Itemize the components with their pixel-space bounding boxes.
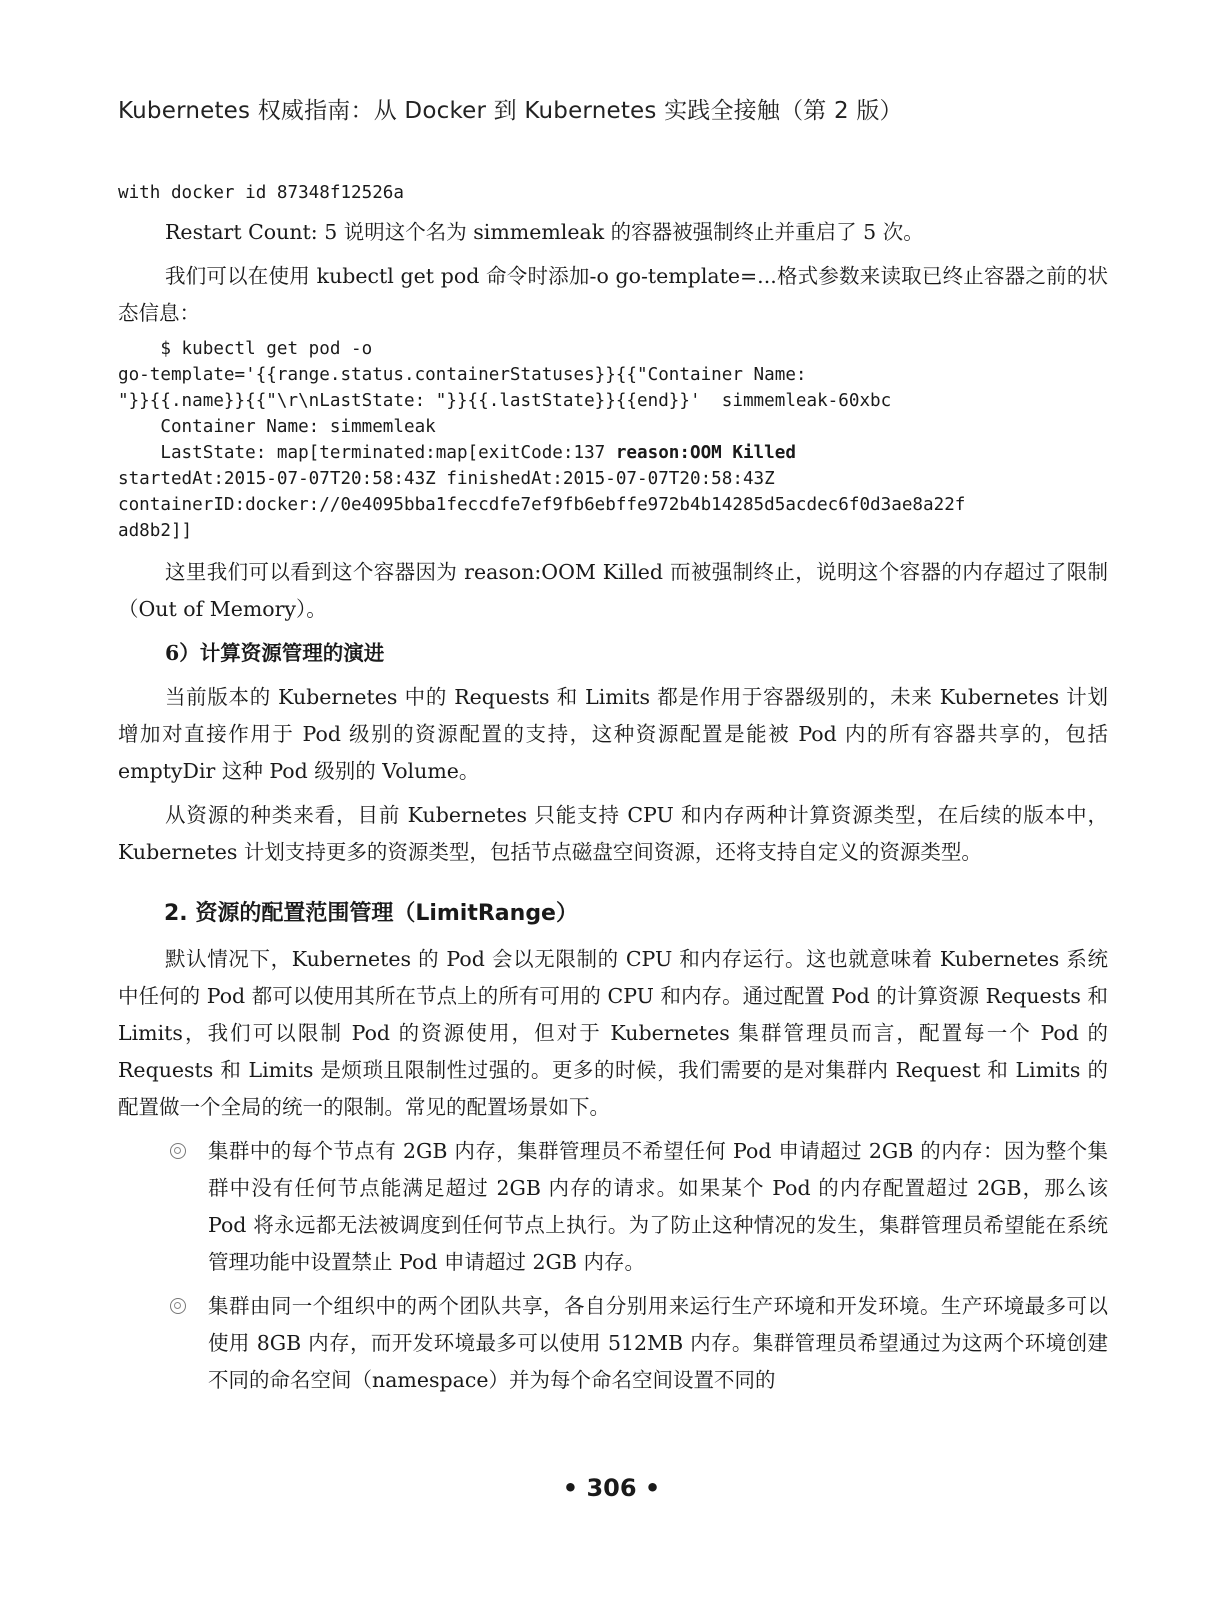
code-line: "}}{{.name}}{{"\r\nLastState: "}}{{.lastState}}{{end}}' simmemleak-60xbc <box>118 391 892 411</box>
code-line-docker-id: with docker id 87348f12526a <box>118 183 404 203</box>
list-item <box>118 1133 1108 1281</box>
bullet-circle-icon <box>170 1143 186 1159</box>
code-line: go-template='{{range.status.containerStatuses}}{{"Container Name: <box>118 365 807 385</box>
subheading-evolution: 6）计算资源管理的演进 <box>165 641 385 665</box>
code-highlight-oom-reason: reason:OOM Killed <box>615 443 796 463</box>
list-item-text: 集群中的每个节点有 2GB 内存，集群管理员不希望任何 Pod 申请超过 2GB 的内存：因为整个集群中没有任何节点能满足超过 2GB 内存的请求。如果某个 Pod 的内存配置超过 2GB，那么该 Pod 将永远都无法被调度到任何节点上执行。为了防止这种情况的发生，集群管理员希望能在系统管理功能中设置禁止 Pod 申请超过 2GB 内存。 <box>208 1139 1108 1274</box>
paragraph-evolution-2: 从资源的种类来看，目前 Kubernetes 只能支持 CPU 和内存两种计算资源类型，在后续的版本中，Kubernetes 计划支持更多的资源类型，包括节点磁盘空间资源，还将支持自定义的资源类型。 <box>118 803 1108 864</box>
section-heading-limitrange: 2. 资源的配置范围管理（LimitRange） <box>164 901 578 926</box>
list-item-text: 集群由同一个组织中的两个团队共享，各自分别用来运行生产环境和开发环境。生产环境最多可以使用 8GB 内存，而开发环境最多可以使用 512MB 内存。集群管理员希望通过为这两个环境创建不同的命名空间（namespace）并为每个命名空间设置不同的 <box>208 1294 1108 1392</box>
list-item <box>118 1288 1108 1399</box>
paragraph-go-template: 我们可以在使用 kubectl get pod 命令时添加-o go-template=...格式参数来读取已终止容器之前的状态信息： <box>118 264 1108 325</box>
code-line: containerID:docker://0e4095bba1feccdfe7ef9fb6ebffe972b4b14285d5acdec6f0d3ae8a22f <box>118 495 966 515</box>
code-line: Container Name: simmemleak <box>118 417 436 437</box>
page-number: • 306 • <box>562 1474 661 1502</box>
paragraph-oom-killed: 这里我们可以看到这个容器因为 reason:OOM Killed 而被强制终止，说明这个容器的内存超过了限制（Out of Memory）。 <box>118 560 1108 621</box>
code-line <box>118 440 1108 466</box>
code-block-kubectl <box>118 336 1108 544</box>
paragraph-evolution-1: 当前版本的 Kubernetes 中的 Requests 和 Limits 都是作用于容器级别的，未来 Kubernetes 计划增加对直接作用于 Pod 级别的资源配置的支持，这种资源配置是能被 Pod 内的所有容器共享的，包括 emptyDir 这种 Pod 级别的 Volume。 <box>118 685 1108 783</box>
page-content <box>118 180 1108 1399</box>
paragraph-limitrange-intro: 默认情况下，Kubernetes 的 Pod 会以无限制的 CPU 和内存运行。这也就意味着 Kubernetes 系统中任何的 Pod 都可以使用其所在节点上的所有可用的 CPU 和内存。通过配置 Pod 的计算资源 Requests 和 Limits，我们可以限制 Pod 的资源使用，但对于 Kubernetes 集群管理员而言，配置每一个 Pod 的 Requests 和 Limits 是烦琐且限制性过强的。更多的时候，我们需要的是对集群内 Request 和 Limits 的配置做一个全局的统一的限制。常见的配置场景如下。 <box>118 947 1108 1119</box>
code-line: ad8b2]] <box>118 521 193 541</box>
code-line: $ kubectl get pod -o <box>118 339 373 359</box>
running-header: Kubernetes 权威指南：从 Docker 到 Kubernetes 实践全接触（第 2 版） <box>118 98 903 124</box>
bullet-circle-icon <box>170 1298 186 1314</box>
paragraph-restart-count: Restart Count: 5 说明这个名为 simmemleak 的容器被强制终止并重启了 5 次。 <box>165 220 924 244</box>
code-line: startedAt:2015-07-07T20:58:43Z finishedAt:2015-07-07T20:58:43Z <box>118 469 775 489</box>
code-text: LastState: map[terminated:map[exitCode:137 <box>118 443 616 463</box>
